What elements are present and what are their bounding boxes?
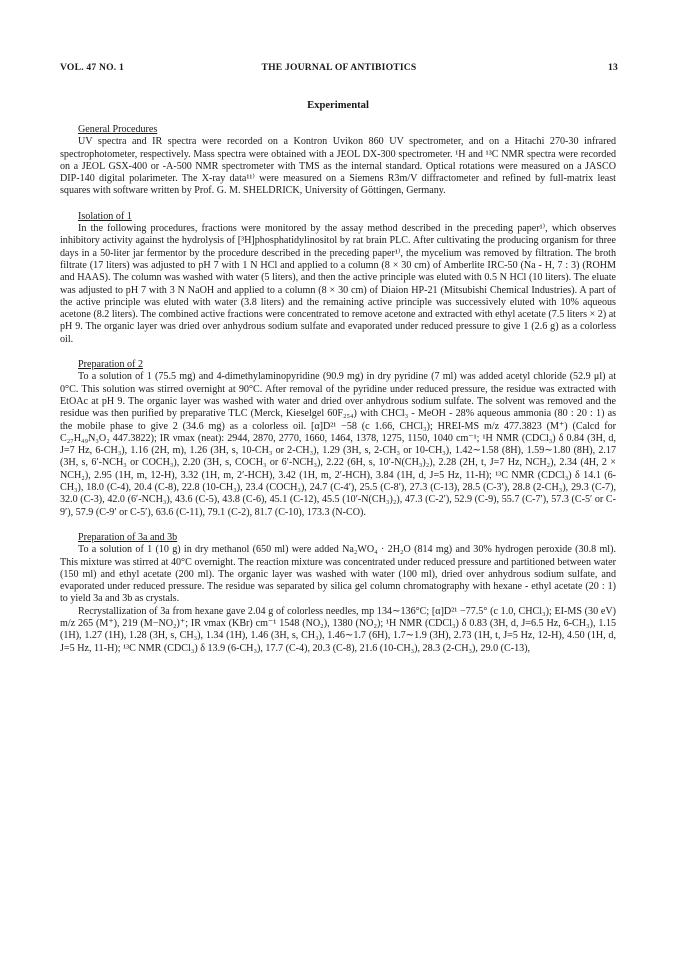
body-text [60, 124, 616, 655]
paragraph: To a solution of 1 (75.5 mg) and 4-dimethylaminopyridine (90.9 mg) in dry pyridine (7 ml) was added acetyl chloride (52.9 μl) at 0°C. This solution was stirred overnight at 90°C. After removal of the pyridine under reduced pressure, the residue was extracted with EtOAc at pH 9. The organic layer was washed with water and dried over anhydrous sodium sulfate. The solvent was removed and the residue was then purified by preparative TLC (Merck, Kieselgel 60F₂₅₄) with CHCl₃ - MeOH - 28% aqueous ammonia (80 : 20 : 1) as the mobile phase to give 2 (34.6 mg) as a colorless oil. [α]D²¹ −58 (c 1.66, CHCl₃); HREI-MS m/z 477.3823 (M⁺) (Calcd for C₂₇H₄₉N₃O₂ 447.3822); IR νmax (neat): 2944, 2870, 2770, 1660, 1464, 1378, 1275, 1150, 1040 cm⁻¹; ¹H NMR (CDCl₃) δ 0.84 (3H, d, J=7 Hz, 6-CH₃), 1.16 (2H, m), 1.26 (3H, s, 10-CH₃ or 2-CH₃), 1.29 (3H, s, 2-CH₃ or 10-CH₃), 1.42∼1.58 (8H), 1.59∼1.80 (8H), 2.17 (3H, s, 6′-NCH₃ or COCH₃), 2.20 (3H, s, COCH₃ or 6′-NCH₃), 2.22 (6H, s, 10′-N(CH₃)₂), 2.28 (2H, t, J=7 Hz, NCH₂), 2.34 (4H, 2 × NCH₂), 2.95 (1H, m, 12-H), 3.32 (1H, m, 2′-HCH), 3.42 (1H, m, 2′-HCH), 3.84 (1H, d, J=5 Hz, 11-H); ¹³C NMR (CDCl₃) δ 14.1 (6-CH₃), 18.0 (C-4), 20.4 (C-8), 22.8 (10-CH₃), 23.4 (COCH₃), 24.7 (C-4′), 25.5 (C-8′), 27.3 (C-13), 28.5 (C-3′), 28.8 (2-CH₃), 29.3 (C-7), 32.0 (C-3), 42.0 (6′-NCH₃), 43.6 (C-5), 43.8 (C-6), 45.1 (C-12), 45.5 (10′-N(CH₃)₂), 47.3 (C-2′), 52.9 (C-9), 55.7 (C-7′), 57.3 (C-5′ or C-9′), 57.9 (C-9′ or C-5′), 63.6 (C-11), 79.1 (C-2), 81.7 (C-10), 173.3 (N-CO). [60, 371, 616, 518]
section-isolation [60, 211, 616, 346]
paragraph: Recrystallization of 3a from hexane gave 2.04 g of colorless needles, mp 134∼136°C; [α]D²¹ −77.5° (c 1.0, CHCl₃); EI-MS (30 eV) m/z 265 (M⁺), 219 (M−NO₂)⁺; IR νmax (KBr) cm⁻¹ 1548 (NO₂), 1380 (NO₂); ¹H NMR (CDCl₃) δ 0.83 (3H, d, J=6.5 Hz, 6-CH₃), 1.15 (1H), 1.27 (1H), 1.28 (3H, s, CH₃), 1.34 (1H), 1.46 (3H, s, CH₃), 1.46∼1.7 (6H), 1.7∼1.9 (3H), 2.73 (1H, t, J=5 Hz, 12-H), 4.50 (1H, d, J=5 Hz, 11-H); ¹³C NMR (CDCl₃) δ 13.9 (6-CH₃), 17.7 (C-4), 20.3 (C-8), 21.6 (10-CH₃), 28.3 (2-CH₃), 29.0 (C-13), [60, 605, 616, 654]
section-preparation-2 [60, 359, 616, 519]
paragraph: UV spectra and IR spectra were recorded on a Kontron Uvikon 860 UV spectrometer, and on a Hitachi 270-30 infrared spectrophotometer, respectively. Mass spectra were obtained with a JEOL DX-300 spectrometer. ¹H and ¹³C NMR spectra were recorded on a JEOL GSX-400 or -A-500 NMR spectrometer with TMS as the internal standard. Optical rotations were measured on a JASCO DIP-140 digital polarimeter. The X-ray data¹¹⁾ were measured on a Siemens R3m/V diffractometer and refined by full-matrix least squares with software written by Prof. G. M. SHELDRICK, University of Göttingen, Germany. [60, 136, 616, 197]
subsection-heading: Preparation of 3a and 3b [78, 531, 178, 543]
section-title: Experimental [307, 100, 369, 111]
page-number: 13 [608, 62, 618, 73]
paragraph: To a solution of 1 (10 g) in dry methanol (650 ml) were added Na₂WO₄ · 2H₂O (814 mg) and 30% hydrogen peroxide (30.8 ml). This mixture was stirred at 40°C overnight. The reaction mixture was concentrated under reduced pressure and partitioned between water (150 ml) and ethyl acetate (200 ml). The organic layer was washed with water (100 ml), dried over anhydrous sodium sulfate, and evaporated under reduced pressure. The residue was separated by silica gel column chromatography with hexane - ethyl acetate (20 : 1) to yield 3a and 3b as crystals. [60, 544, 616, 605]
paragraph: In the following procedures, fractions were monitored by the assay method described in the preceding paper¹⁾, which observes inhibitory activity against the hydrolysis of [³H]phosphatidylinositol by rat brain PLC. After cultivating the producing organism for three days in a 50-liter jar fermentor by the procedure described in the preceding paper¹⁾, the mycelium was removed by filtration. The broth filtrate (17 liters) was adjusted to pH 7 with 1 N HCl and applied to a column (8 × 30 cm) of Amberlite IRC-50 (Na - H, 7 : 3) (ROHM and HAAS). The column was washed with water (5 liters), and then the active principle was eluted with 0.5 N HCl (10 liters). The eluate was adjusted to pH 7 with 3 N NaOH and applied to a column (8 × 30 cm) of Diaion HP-21 (Mitsubishi Chemical Industries). A part of the active principle was eluted with water (3.8 liters) and the remaining active principle was successively eluted with 10% aqueous acetone (8.2 liters). The combined active fractions were concentrated to remove acetone and extracted with ethyl acetate (7.5 liters × 2) at pH 9. The organic layer was dried over anhydrous sodium sulfate and evaporated under reduced pressure to give 1 (2.6 g) as a colorless oil. [60, 223, 616, 345]
section-preparation-3a-3b [60, 532, 616, 655]
section-general-procedures [60, 124, 616, 198]
running-header [60, 62, 618, 76]
subsection-heading: Isolation of 1 [78, 210, 132, 222]
subsection-heading: Preparation of 2 [78, 359, 144, 371]
subsection-heading: General Procedures [78, 124, 158, 135]
journal-name: THE JOURNAL OF ANTIBIOTICS [261, 62, 417, 73]
volume-issue: VOL. 47 NO. 1 [60, 62, 124, 73]
